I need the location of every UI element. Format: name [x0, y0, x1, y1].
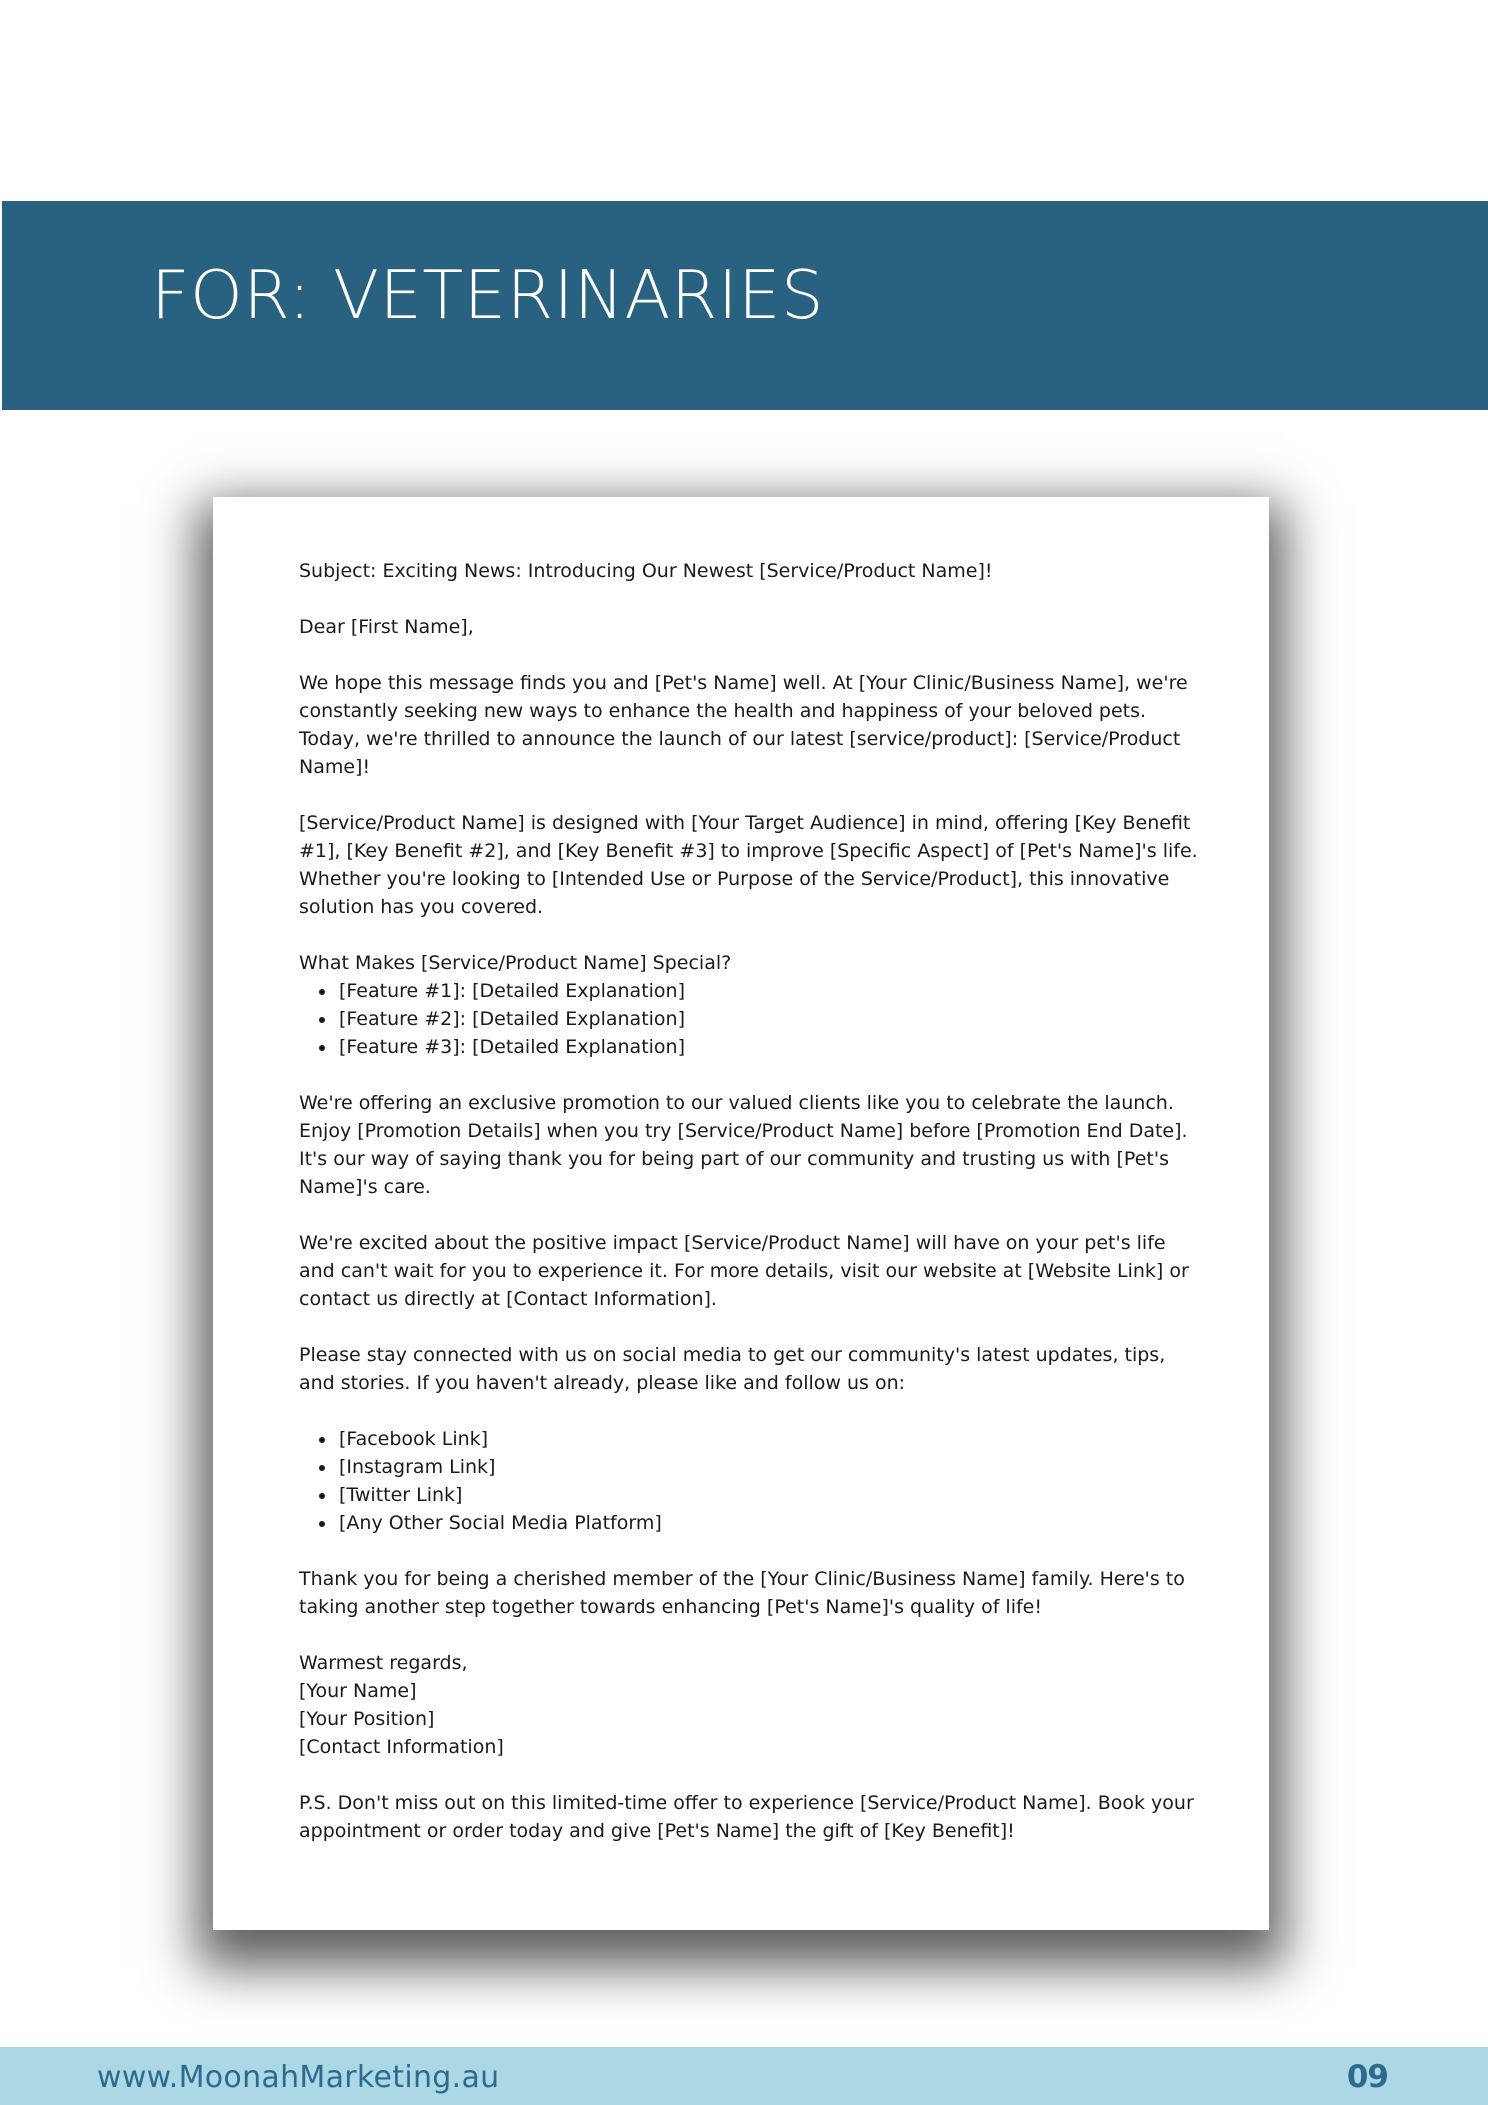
features-heading: What Makes [Service/Product Name] Special?	[299, 952, 732, 974]
letter-signoff	[299, 1649, 1199, 1761]
list-item: • [Facebook Link]	[337, 1425, 1199, 1453]
letter-description: [Service/Product Name] is designed with [Your Target Audience] in mind, offering [Key Benefit #1], [Key Benefit #2], and [Key Benefit #3] to improve [Specific Aspect] of [Pet's Name]'s life. Whether you're looking to [Intended Use or Purpose of the Service/Product], this innovative solution has you covered.	[299, 812, 1198, 918]
features-list	[299, 977, 1199, 1061]
signoff-contact: [Contact Information]	[299, 1736, 504, 1758]
letter-greeting: Dear [First Name],	[299, 616, 474, 638]
letter-intro: We hope this message finds you and [Pet's Name] well. At [Your Clinic/Business Name], we're constantly seeking new ways to enhance the health and happiness of your beloved pets. Today, we're thrilled to announce the launch of our latest [service/product]: [Service/Product Name]!	[299, 672, 1188, 778]
page-title: FOR: VETERINARIES	[151, 256, 825, 334]
list-item: • [Feature #3]: [Detailed Explanation]	[337, 1033, 1199, 1061]
letter-ps: P.S. Don't miss out on this limited-time offer to experience [Service/Product Name]. Book your appointment or order today and give [Pet's Name] the gift of [Key Benefit]!	[299, 1792, 1194, 1842]
signoff-line: Warmest regards,	[299, 1652, 468, 1674]
social-links-list	[299, 1425, 1199, 1537]
signoff-name: [Your Name]	[299, 1680, 417, 1702]
letter-impact: We're excited about the positive impact [Service/Product Name] will have on your pet's life and can't wait for you to experience it. For more details, visit our website at [Website Link] or contact us directly at [Contact Information].	[299, 1232, 1189, 1310]
letter-promotion: We're offering an exclusive promotion to our valued clients like you to celebrate the launch. Enjoy [Promotion Details] when you try [Service/Product Name] before [Promotion End Date]. It's our way of saying thank you for being part of our community and trusting us with [Pet's Name]'s care.	[299, 1092, 1188, 1198]
signoff-position: [Your Position]	[299, 1708, 435, 1730]
footer-bar	[0, 2047, 1488, 2105]
list-item: • [Twitter Link]	[337, 1481, 1199, 1509]
letter-document	[213, 497, 1269, 1930]
page-number: 09	[1346, 2059, 1388, 2095]
letter-thanks: Thank you for being a cherished member of the [Your Clinic/Business Name] family. Here's to taking another step together towards enhancing [Pet's Name]'s quality of life!	[299, 1568, 1185, 1618]
footer-url: www.MoonahMarketing.au	[97, 2060, 500, 2095]
list-item: • [Feature #2]: [Detailed Explanation]	[337, 1005, 1199, 1033]
letter-subject: Subject: Exciting News: Introducing Our Newest [Service/Product Name]!	[299, 560, 993, 582]
list-item: • [Any Other Social Media Platform]	[337, 1509, 1199, 1537]
letter-body	[299, 557, 1199, 1873]
list-item: • [Instagram Link]	[337, 1453, 1199, 1481]
list-item: • [Feature #1]: [Detailed Explanation]	[337, 977, 1199, 1005]
social-intro: Please stay connected with us on social media to get our community's latest updates, tips, and stories. If you haven't already, please like and follow us on:	[299, 1344, 1166, 1394]
